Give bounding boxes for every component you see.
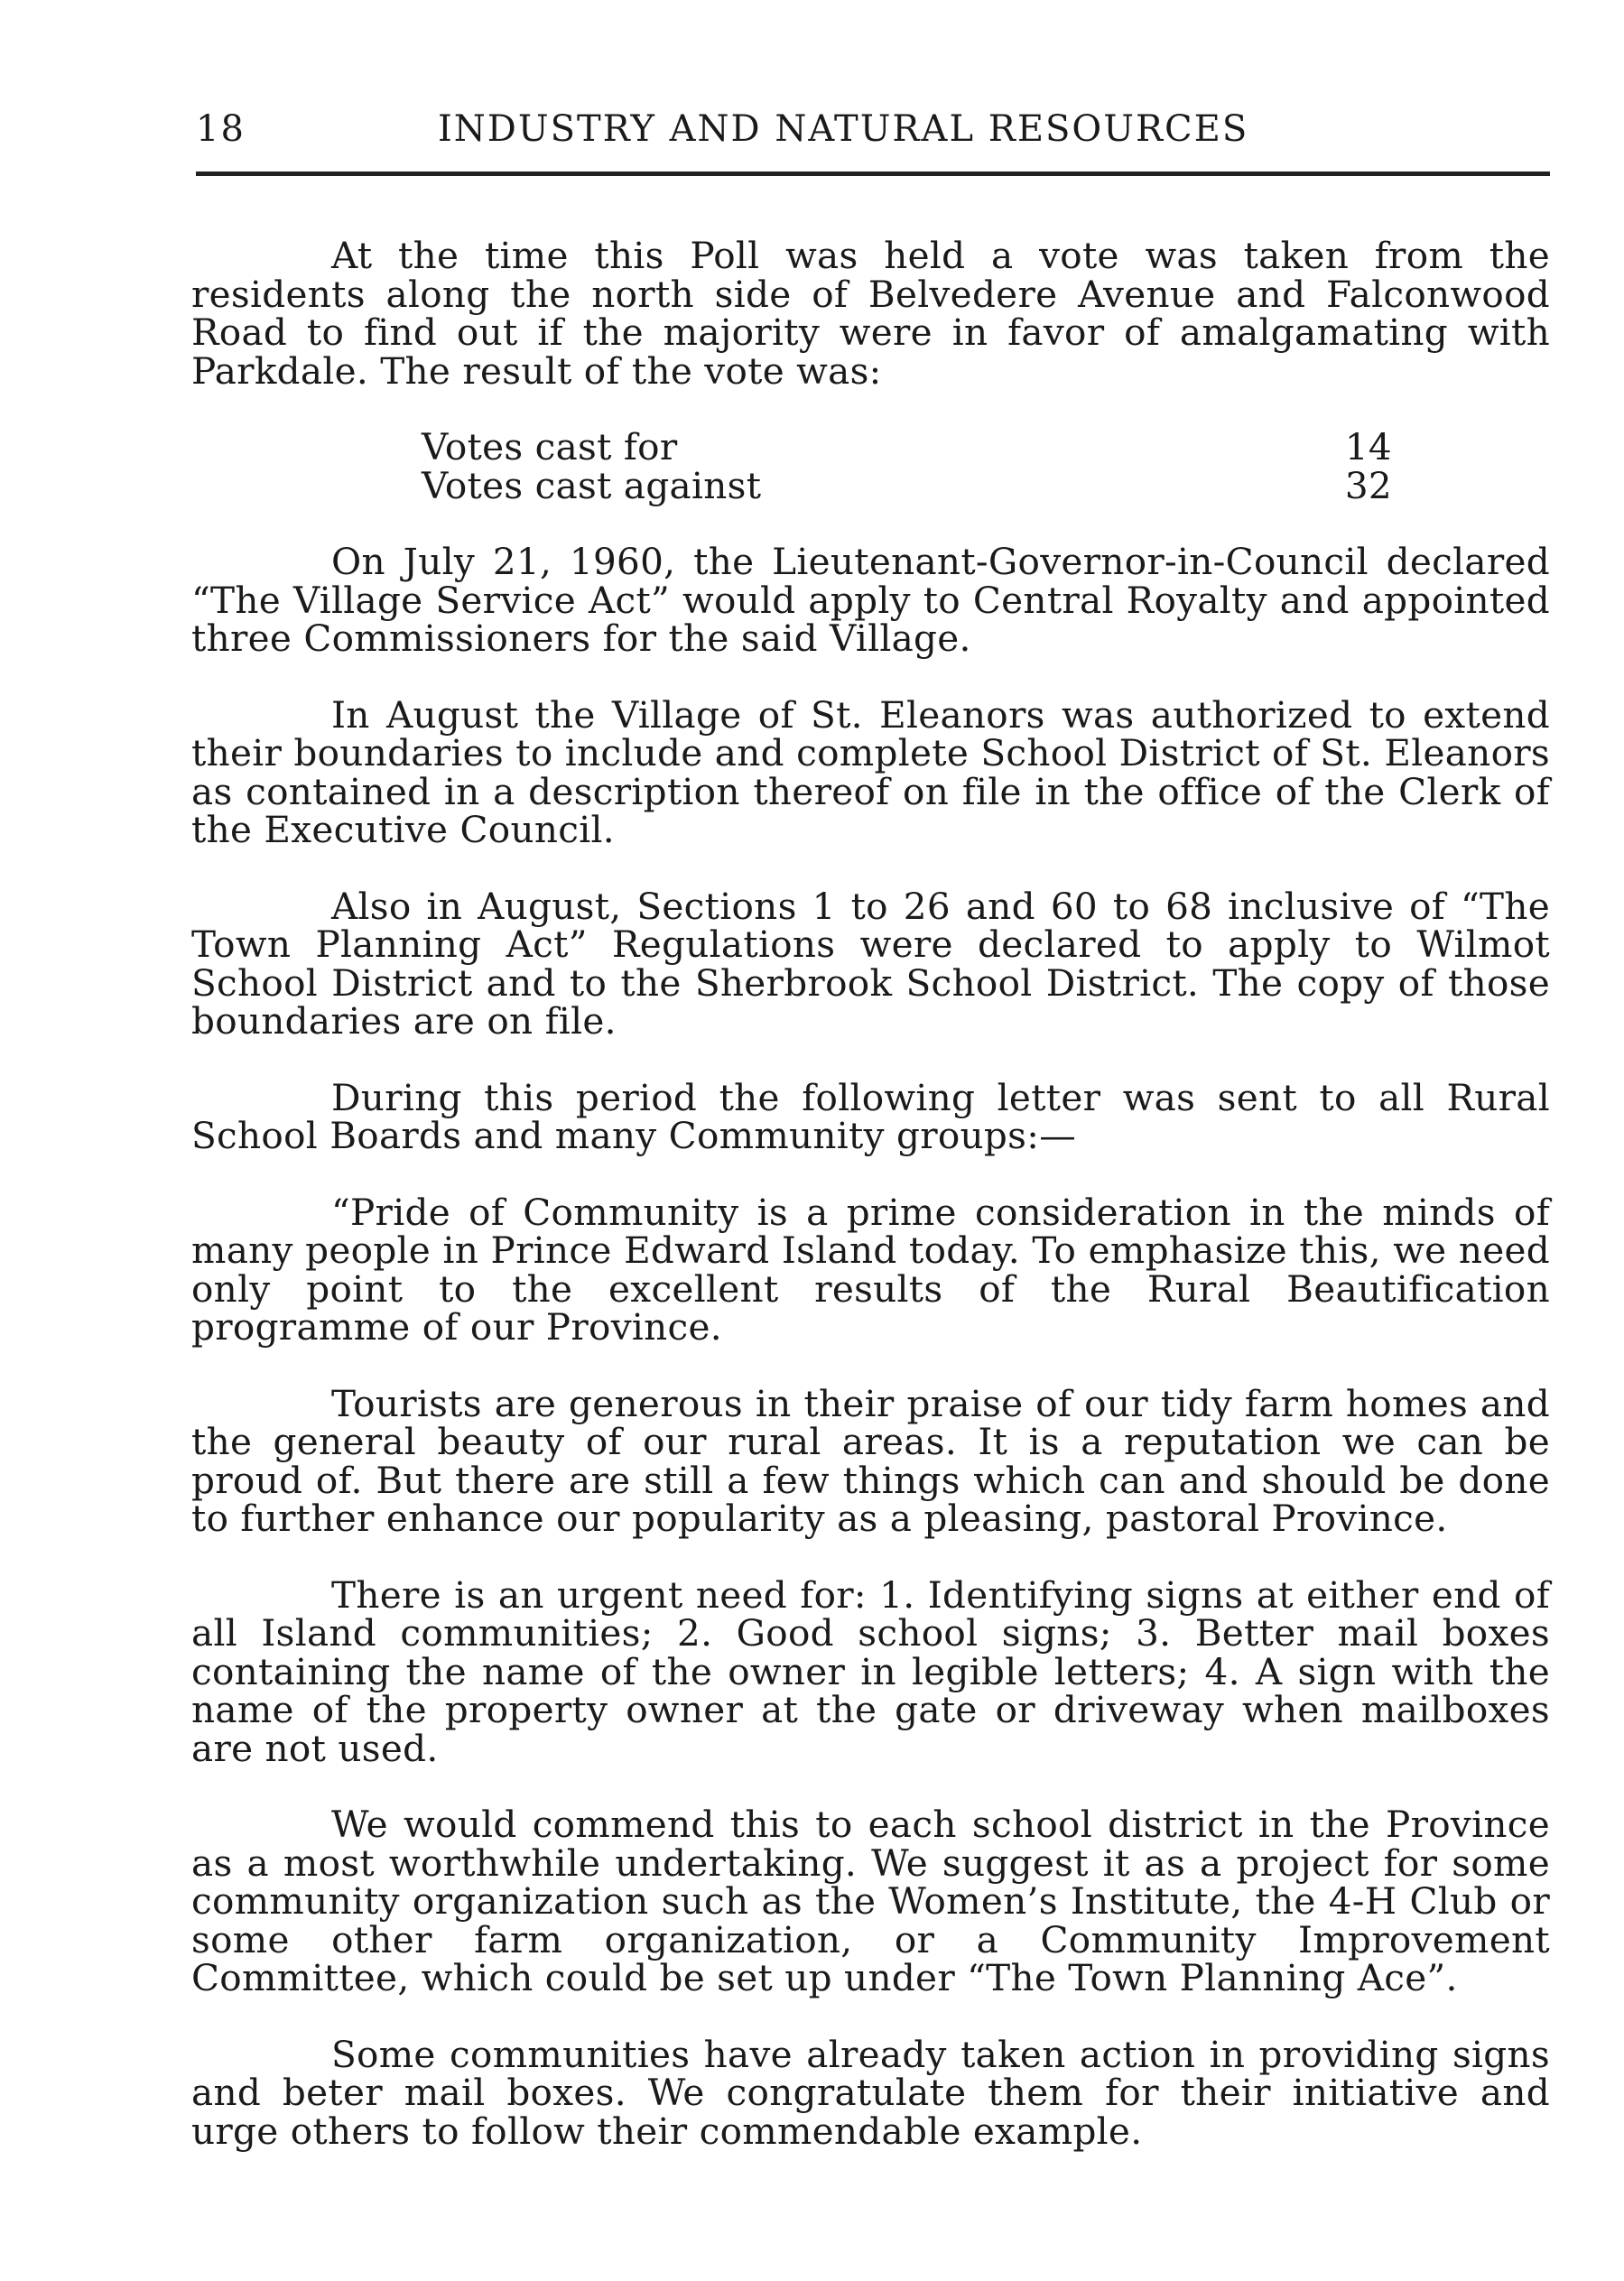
header-title: INDUSTRY AND NATURAL RESOURCES — [438, 108, 1249, 150]
paragraph-st-eleanors: In August the Village of St. Eleanors was authorized to extend their boundaries to include and complete School District of St. Eleanors as contained in a description thereof on file in the office of the Clerk of the Executive Council. — [191, 692, 1550, 851]
paragraph-poll-vote: At the time this Poll was held a vote was taken from the residents along the north side of Belvedere Avenue and Falconwood Road to find out if the majority were in favor of amalgamating with Parkdale. The result of the vote was: — [191, 234, 1550, 393]
vote-row-against — [422, 463, 1392, 507]
body-text — [191, 236, 1550, 2188]
paragraph-letter-congratulate: Some communities have already taken action in providing signs and beter mail boxes. We congratulate them for their initiative and urge others to follow their commendable example. — [191, 2032, 1550, 2153]
vote-results — [191, 425, 1550, 507]
paragraph-letter-needs: There is an urgent need for: 1. Identifying signs at either end of all Island communities; 2. Good school signs; 3. Better mail boxes containing the name of the owner in legible letters; 4. A sign with the name of the property owner at the gate or driveway when mailboxes are not used. — [191, 1572, 1550, 1770]
paragraph-letter-tourists: Tourists are generous in their praise of our tidy farm homes and the general beauty of our rural areas. It is a reputation we can be proud of. But there are still a few things which can and should be done to further enhance our popularity as a pleasing, pastoral Province. — [191, 1381, 1550, 1540]
paragraph-letter-intro: During this period the following letter was sent to all Rural School Boards and many Community groups:— — [191, 1075, 1550, 1157]
page-number: 18 — [196, 108, 246, 150]
vote-count: 14 — [1344, 425, 1392, 468]
running-header — [196, 108, 1550, 162]
vote-row-for — [422, 425, 1392, 468]
vote-label: Votes cast against — [422, 463, 762, 507]
header-rule — [196, 172, 1550, 176]
paragraph-letter-commend: We would commend this to each school district in the Province as a most worthwhile undertaking. We suggest it as a project for some community organization such as the Women’s Institute, the 4-H Club or some other farm organization, or a Community Improvement Committee, which could be set up under “The Town Planning Ace”. — [191, 1803, 1550, 1999]
vote-count: 32 — [1344, 463, 1392, 507]
vote-label: Votes cast for — [422, 425, 678, 468]
paragraph-town-planning-act: Also in August, Sections 1 to 26 and 60 to 68 inclusive of “The Town Planning Act” Regulations were declared to apply to Wilmot School District and to the Sherbrook School District. The copy of those boundaries are on file. — [191, 884, 1550, 1043]
paragraph-village-service-act: On July 21, 1960, the Lieutenant-Governor-in-Council declared “The Village Service Act” would apply to Central Royalty and appointed three Commissioners for the said Village. — [191, 540, 1550, 660]
paragraph-letter-pride: “Pride of Community is a prime consideration in the minds of many people in Prince Edward Island today. To emphasize this, we need only point to the excellent results of the Rural Beautification programme of our Province. — [191, 1190, 1550, 1349]
